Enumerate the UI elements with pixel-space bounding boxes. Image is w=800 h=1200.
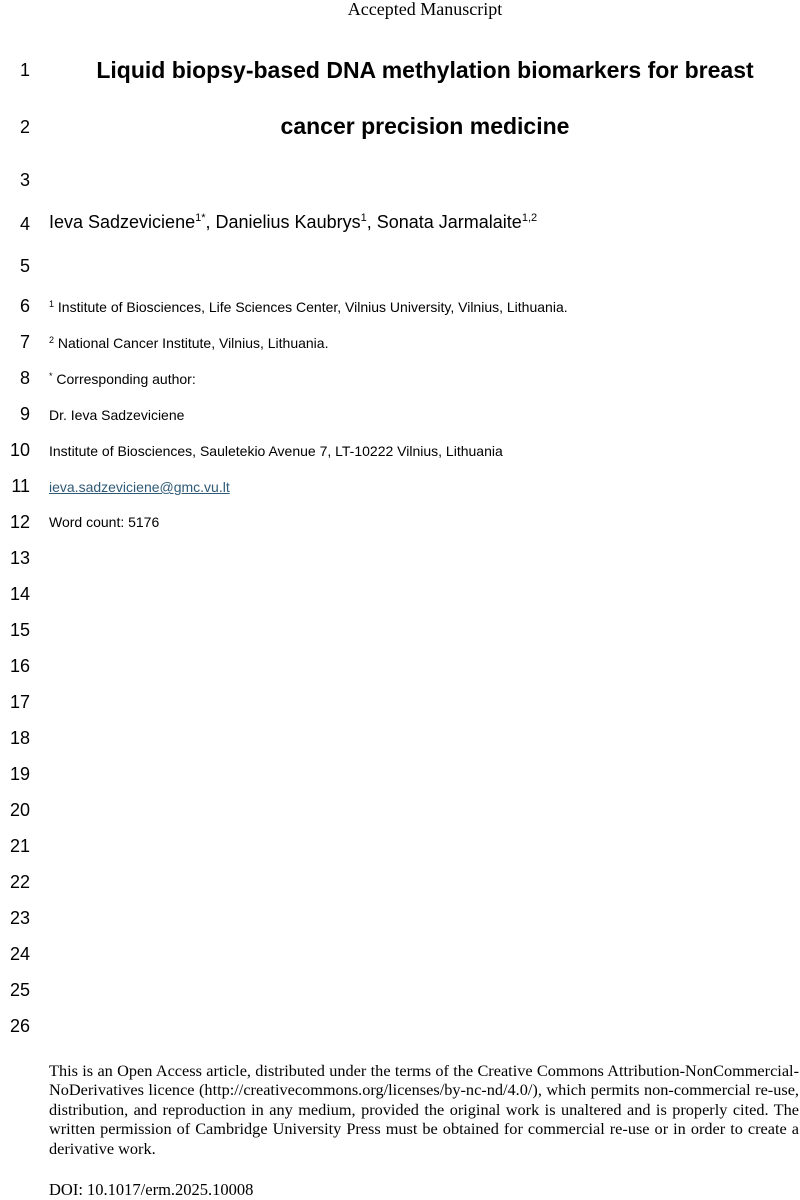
line-number: 7 [19,332,30,352]
line-number: 4 [19,214,30,234]
paper-title-line-2: cancer precision medicine [280,113,570,139]
author-name: Sonata Jarmalaite [376,212,522,232]
line-number: 26 [9,1016,30,1036]
line-number: 24 [9,944,30,964]
corresponding-author-label [49,370,196,388]
corresponding-asterisk: * [49,371,53,381]
line-number: 6 [19,296,30,316]
author-name: Danielius Kaubrys [215,212,361,232]
author-affiliation-sup: 1* [195,212,206,224]
affiliation-1 [49,298,568,316]
line-number: 9 [19,404,30,424]
line-number: 20 [9,800,30,820]
line-number: 25 [9,980,30,1000]
affiliation-text: Institute of Biosciences, Life Sciences Center, Vilnius University, Vilnius, Lithuania. [54,299,568,315]
line-number: 19 [9,764,30,784]
line-number: 18 [9,728,30,748]
line-number: 15 [9,620,30,640]
doi: DOI: 10.1017/erm.2025.10008 [49,1180,254,1199]
line-number: 1 [19,60,30,80]
line-number: 16 [9,656,30,676]
author-name: Ieva Sadzeviciene [49,212,196,232]
accepted-manuscript-stamp: Accepted Manuscript [347,0,503,19]
open-access-license-notice: This is an Open Access article, distributed under the terms of the Creative Commons Attribution-NonCommercial-NoDerivatives licence (http://creativecommons.org/licenses/by-nc-nd/4.0/), which permits non-commercial re-use, distribution, and reproduction in any medium, provided the original work is unaltered and is properly cited. The written permission of Cambridge University Press must be obtained for commercial re-use or in order to create a derivative work. [49,1061,799,1158]
line-number: 10 [9,440,30,460]
corresponding-email-row [49,478,230,496]
line-number: 5 [19,256,30,276]
author-separator: , [366,212,377,232]
line-number: 12 [9,512,30,532]
line-number: 2 [19,117,30,137]
affiliation-text: National Cancer Institute, Vilnius, Lithuania. [54,335,329,351]
corresponding-label-text: Corresponding author: [52,371,196,387]
line-number: 3 [19,170,30,190]
author-affiliation-sup: 1,2 [521,212,538,224]
corresponding-email-link[interactable]: ieva.sadzeviciene@gmc.vu.lt [49,479,230,495]
corresponding-author-name: Dr. Ieva Sadzeviciene [49,407,185,423]
line-number: 23 [9,908,30,928]
line-number: 17 [9,692,30,712]
line-number: 21 [9,836,30,856]
line-number: 22 [9,872,30,892]
affiliation-sup: 2 [49,335,55,345]
author-list [49,211,537,233]
line-number: 11 [11,476,30,496]
line-number: 13 [9,548,30,568]
line-number: 14 [9,584,30,604]
author-affiliation-sup: 1 [360,212,367,224]
word-count: Word count: 5176 [49,514,160,530]
affiliation-2 [49,334,328,352]
paper-title-line-1: Liquid biopsy-based DNA methylation biomarkers for breast [96,57,754,83]
affiliation-sup: 1 [49,299,55,309]
author-separator: , [205,212,216,232]
line-number: 8 [19,368,30,388]
corresponding-author-address: Institute of Biosciences, Sauletekio Avenue 7, LT-10222 Vilnius, Lithuania [49,443,503,459]
